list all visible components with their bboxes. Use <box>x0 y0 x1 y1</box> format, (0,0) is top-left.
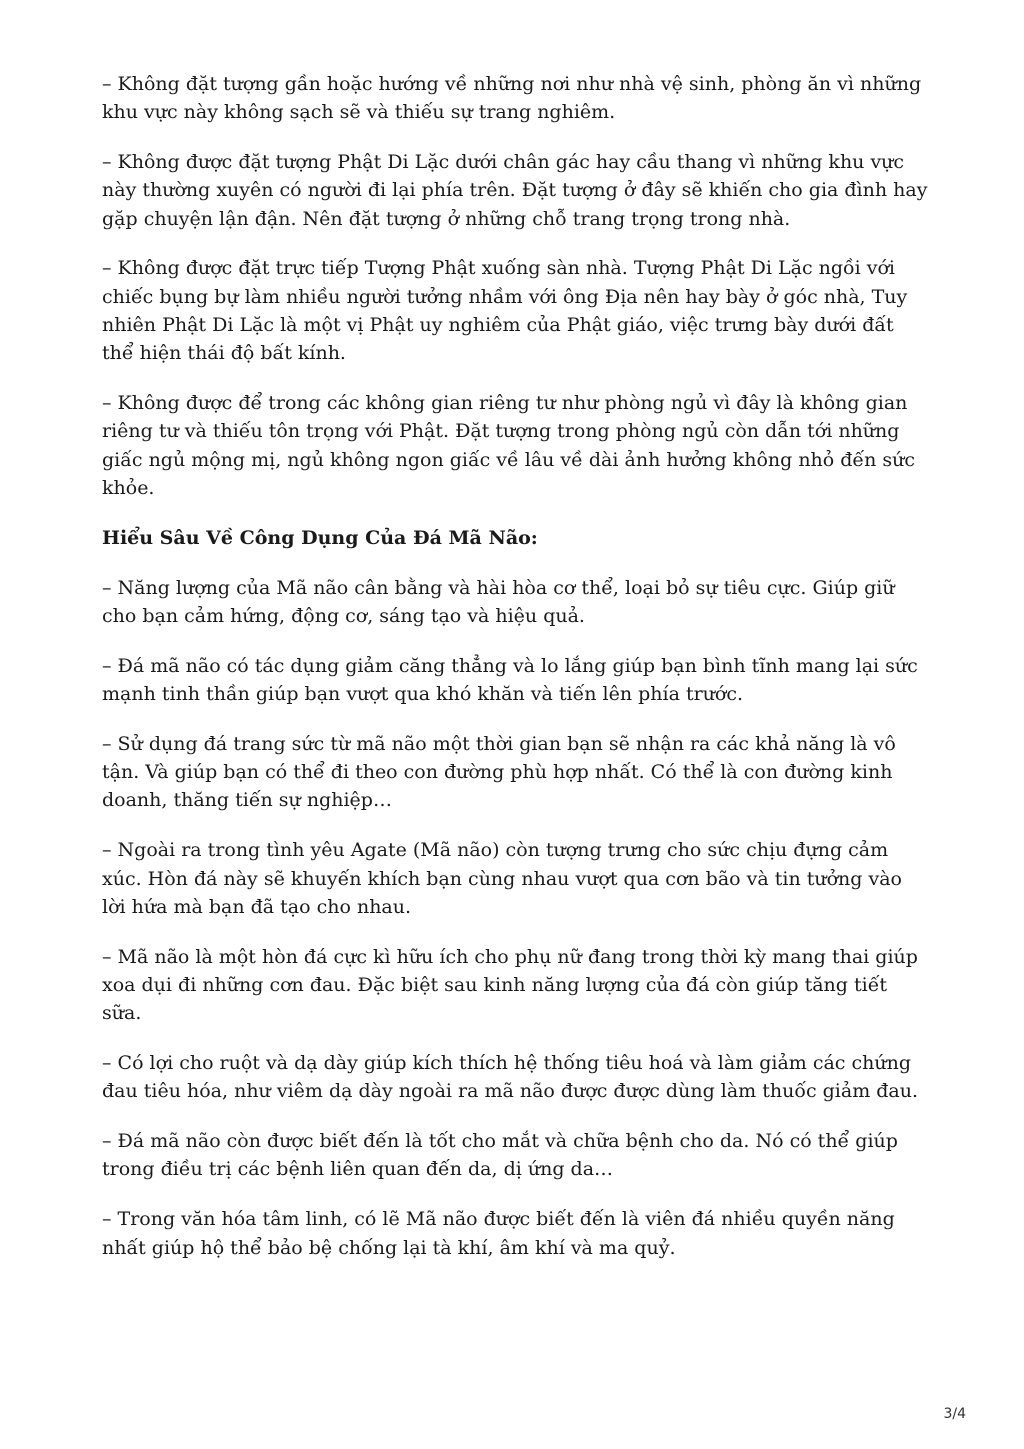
page-number: 3/4 <box>943 1406 966 1422</box>
article-body <box>102 70 928 1283</box>
section-heading: Hiểu Sâu Về Công Dụng Của Đá Mã Não: <box>102 526 538 549</box>
paragraph-7: – Sử dụng đá trang sức từ mã não một thời gian bạn sẽ nhận ra các khả năng là vô tận. Và giúp bạn có thể đi theo con đường phù hợp nhất. Có thể là con đường kinh doanh, thăng tiến sự nghiệp… <box>102 732 896 812</box>
paragraph-12: – Trong văn hóa tâm linh, có lẽ Mã não được biết đến là viên đá nhiều quyền năng nhất giúp hộ thể bảo bệ chống lại tà khí, âm khí và ma quỷ. <box>102 1208 895 1259</box>
paragraph-9: – Mã não là một hòn đá cực kì hữu ích cho phụ nữ đang trong thời kỳ mang thai giúp xoa dụi đi những cơn đau. Đặc biệt sau kinh năng lượng của đá còn giúp tăng tiết sữa. <box>102 945 918 1025</box>
paragraph-10: – Có lợi cho ruột và dạ dày giúp kích thích hệ thống tiêu hoá và làm giảm các chứng đau tiêu hóa, như viêm dạ dày ngoài ra mã não được được dùng làm thuốc giảm đau. <box>102 1052 919 1103</box>
paragraph-6: – Đá mã não có tác dụng giảm căng thẳng và lo lắng giúp bạn bình tĩnh mang lại sức mạnh tinh thần giúp bạn vượt qua khó khăn và tiến lên phía trước. <box>102 654 918 706</box>
paragraph-5: – Năng lượng của Mã não cân bằng và hài hòa cơ thể, loại bỏ sự tiêu cực. Giúp giữ cho bạn cảm hứng, động cơ, sáng tạo và hiệu quả. <box>102 576 895 627</box>
paragraph-11: – Đá mã não còn được biết đến là tốt cho mắt và chữa bệnh cho da. Nó có thể giúp trong điều trị các bệnh liên quan đến da, dị ứng da… <box>102 1130 898 1181</box>
paragraph-1: – Không đặt tượng gần hoặc hướng về những nơi như nhà vệ sinh, phòng ăn vì những khu vực này không sạch sẽ và thiếu sự trang nghiêm. <box>102 73 922 124</box>
paragraph-8: – Ngoài ra trong tình yêu Agate (Mã não) còn tượng trưng cho sức chịu đựng cảm xúc. Hòn đá này sẽ khuyến khích bạn cùng nhau vượt qua cơn bão và tin tưởng vào lời hứa mà bạn đã tạo cho nhau. <box>102 839 902 918</box>
paragraph-4: – Không được để trong các không gian riêng tư như phòng ngủ vì đây là không gian riêng tư và thiếu tôn trọng với Phật. Đặt tượng trong phòng ngủ còn dẫn tới những giấc ngủ mộng mị, ngủ không ngon giấc về lâu về dài ảnh hưởng không nhỏ đến sức khỏe. <box>102 392 916 500</box>
paragraph-3: – Không được đặt trực tiếp Tượng Phật xuống sàn nhà. Tượng Phật Di Lặc ngồi với chiếc bụng bự làm nhiều người tưởng nhầm với ông Địa nên hay bày ở góc nhà, Tuy nhiên Phật Di Lặc là một vị Phật uy nghiêm của Phật giáo, việc trưng bày dưới đất thể hiện thái độ bất kính. <box>102 257 908 365</box>
paragraph-2: – Không được đặt tượng Phật Di Lặc dưới chân gác hay cầu thang vì những khu vực này thường xuyên có người đi lại phía trên. Đặt tượng ở đây sẽ khiến cho gia đình hay gặp chuyện lận đận. Nên đặt tượng ở những chỗ trang trọng trong nhà. <box>102 151 928 230</box>
